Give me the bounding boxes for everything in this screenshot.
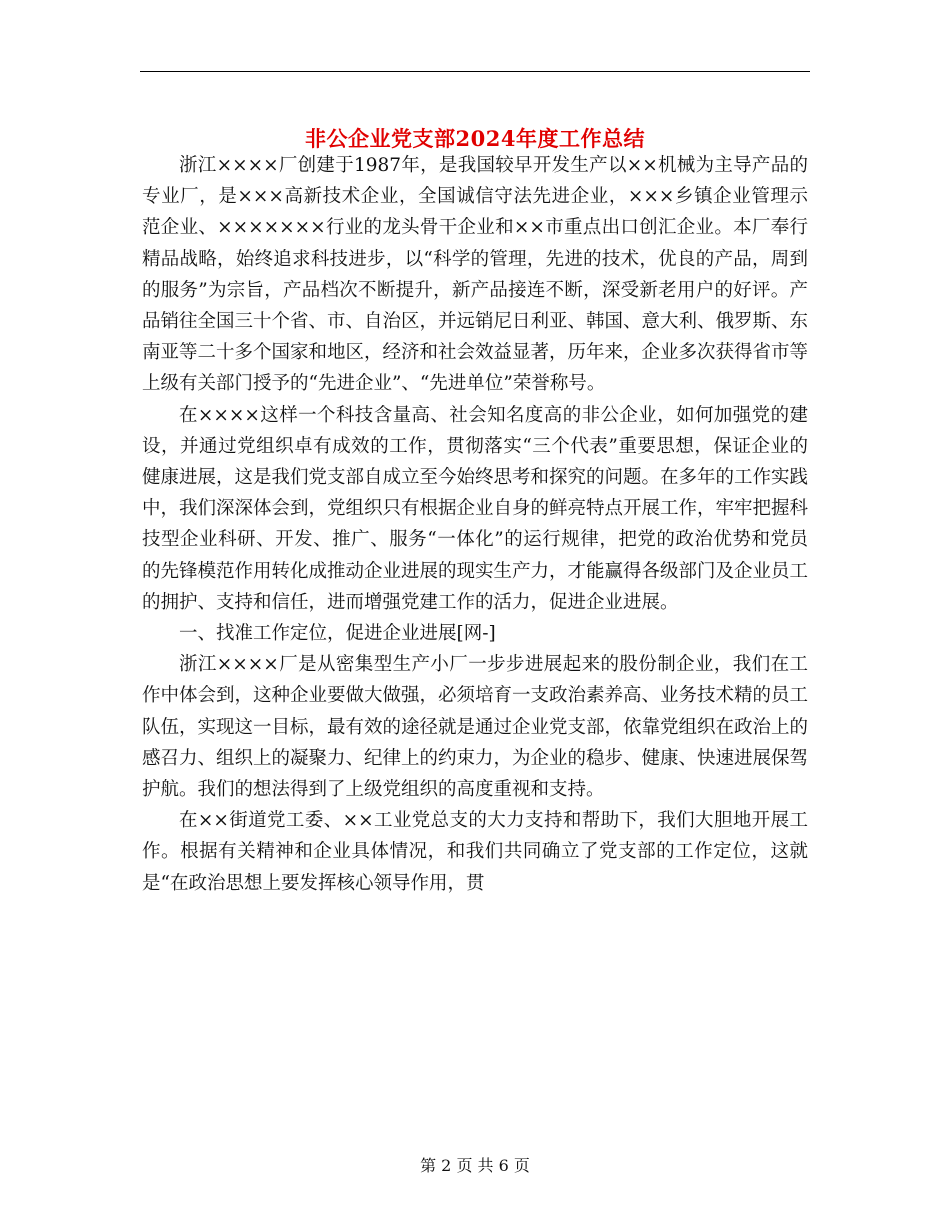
document-body — [142, 150, 808, 899]
page-number-footer: 第 2 页 共 6 页 — [420, 1156, 530, 1175]
paragraph-party-building: 在××××这样一个科技含量高、社会知名度高的非公企业，如何加强党的建设，并通过党组织卓有成效的工作，贯彻落实“三个代表”重要思想，保证企业的健康进展，这是我们党支部自成立至今始终思考和探究的问题。在多年的工作实践中，我们深深体会到，党组织只有根据企业自身的鲜亮特点开展工作，牢牢把握科技型企业科研、开发、推广、服务“一体化”的运行规律，把党的政治优势和党员的先锋模范作用转化成推动企业进展的现实生产力，才能赢得各级部门及企业员工的拥护、支持和信任，进而增强党建工作的活力，促进企业进展。 — [142, 404, 809, 613]
document-title: 非公企业党支部2024年度工作总结 — [305, 126, 645, 152]
paragraph-company-intro: 浙江××××厂创建于1987年，是我国较早开发生产以××机械为主导产品的专业厂，是×××高新技术企业，全国诚信守法先进企业，×××乡镇企业管理示范企业、×××××××行业的龙头骨干企业和××市重点出口创汇企业。本厂奉行精品战略，始终追求科技进步，以“科学的管理，先进的技术，优良的产品，周到的服务”为宗旨，产品档次不断提升，新产品接连不断，深受新老用户的好评。产品销往全国三十个省、市、自治区，并远销尼日利亚、韩国、意大利、俄罗斯、东南亚等二十多个国家和地区，经济和社会效益显著，历年来，企业多次获得省市等上级有关部门授予的“先进企业”、“先进单位”荣誉称号。 — [142, 155, 809, 395]
paragraph-section-1-a: 浙江××××厂是从密集型生产小厂一步步进展起来的股份制企业，我们在工作中体会到，这种企业要做大做强，必须培育一支政治素养高、业务技术精的员工队伍，实现这一目标，最有效的途径就是通过企业党支部，依靠党组织在政治上的感召力、组织上的凝聚力、纪律上的约束力，为企业的稳步、健康、快速进展保驾护航。我们的想法得到了上级党组织的高度重视和支持。 — [142, 654, 809, 801]
paragraph-section-1-b: 在××街道党工委、××工业党总支的大力支持和帮助下，我们大胆地开展工作。根据有关精神和企业具体情况，和我们共同确立了党支部的工作定位，这就是“在政治思想上要发挥核心领导作用，贯 — [142, 810, 808, 894]
header-rule — [140, 71, 810, 72]
section-heading-1: 一、找准工作定位，促进企业进展[网-] — [179, 623, 496, 645]
